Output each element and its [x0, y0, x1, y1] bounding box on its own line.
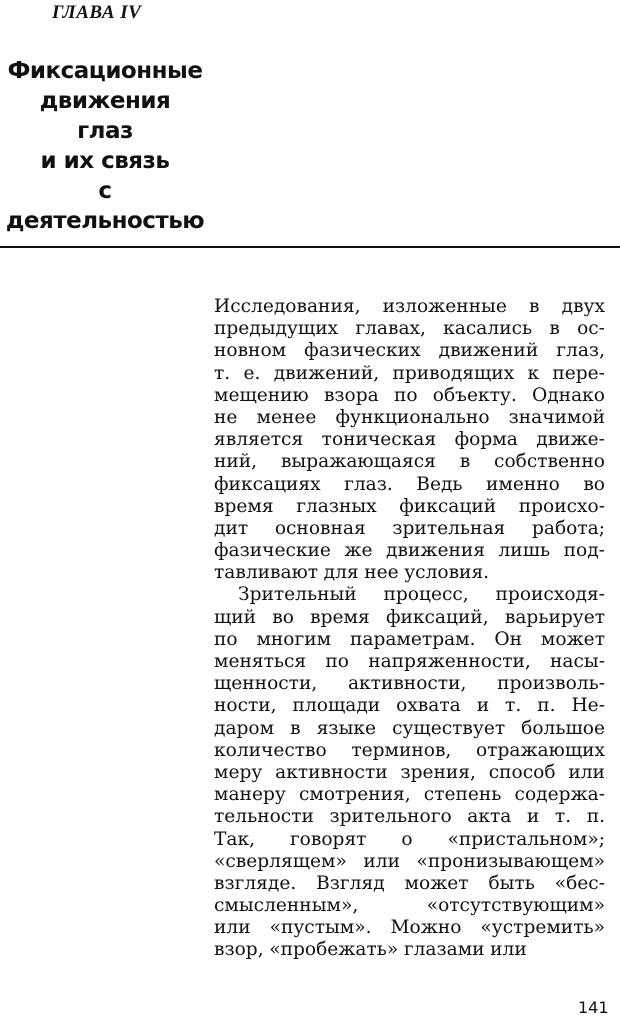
body-line: мещению взора по объекту. Однако — [214, 384, 605, 406]
body-line: щенности, активности, произволь- — [214, 673, 605, 695]
body-line: Так, говорят о «пристальном»; — [214, 828, 605, 850]
body-line: является тоническая форма движе- — [214, 429, 605, 451]
body-line: фазические же движения лишь под- — [214, 540, 605, 562]
chapter-title-line: деятельностью — [5, 208, 205, 234]
body-line: количество терминов, отражающих — [214, 739, 605, 761]
chapter-title-line: и их связь — [40, 148, 170, 174]
body-line: Зрительный процесс, происходя- — [238, 584, 605, 606]
body-line: щий во время фиксаций, варьирует — [214, 606, 605, 628]
body-line: манеру смотрения, степень содержа- — [214, 784, 605, 806]
body-line: смысленным», «отсутствующим» — [214, 895, 605, 917]
body-line: Исследования, изложенные в двух — [214, 296, 605, 317]
body-line: т. е. движений, приводящих к пере- — [214, 362, 605, 384]
body-line: фиксациях глаз. Ведь именно во — [214, 473, 605, 495]
chapter-title-line: движения — [39, 88, 171, 114]
body-line: предыдущих главах, касались в ос- — [214, 318, 605, 340]
body-line: новном фазических движений глаз, — [214, 340, 605, 362]
body-line: тавливают для нее условия. — [214, 562, 490, 584]
chapter-title-line: глаз — [77, 118, 133, 144]
body-line: ний, выражающаяся в собственно — [214, 451, 605, 473]
body-line: тельности зрительного акта и т. п. — [214, 806, 605, 828]
body-line: взор, «пробежать» глазами или — [214, 939, 527, 961]
body-line: даром в языке существует большое — [214, 717, 605, 739]
body-line: взгляде. Взгляд может быть «бес- — [214, 872, 605, 894]
body-line: ности, площади охвата и т. п. Не- — [214, 695, 605, 717]
body-line: дит основная зрительная работа; — [214, 517, 605, 539]
chapter-title-line: Фиксационные — [7, 58, 203, 84]
body-line: не менее функционально значимой — [214, 406, 605, 428]
chapter-title-line: с — [98, 178, 112, 204]
body-text — [214, 296, 605, 962]
body-line: время глазных фиксаций происхо- — [214, 495, 605, 517]
body-line: меняться по напряженности, насы- — [214, 651, 605, 672]
body-line: меру активности зрения, способ или — [214, 761, 605, 783]
chapter-title — [0, 56, 210, 236]
chapter-label: ГЛАВА IV — [52, 2, 142, 23]
body-line: по многим параметрам. Он может — [214, 628, 605, 650]
body-line: «сверлящем» или «пронизывающем» — [214, 850, 605, 872]
page-number: 141 — [578, 998, 609, 1017]
section-divider — [0, 246, 620, 248]
body-line: или «пустым». Можно «устремить» — [214, 917, 605, 939]
